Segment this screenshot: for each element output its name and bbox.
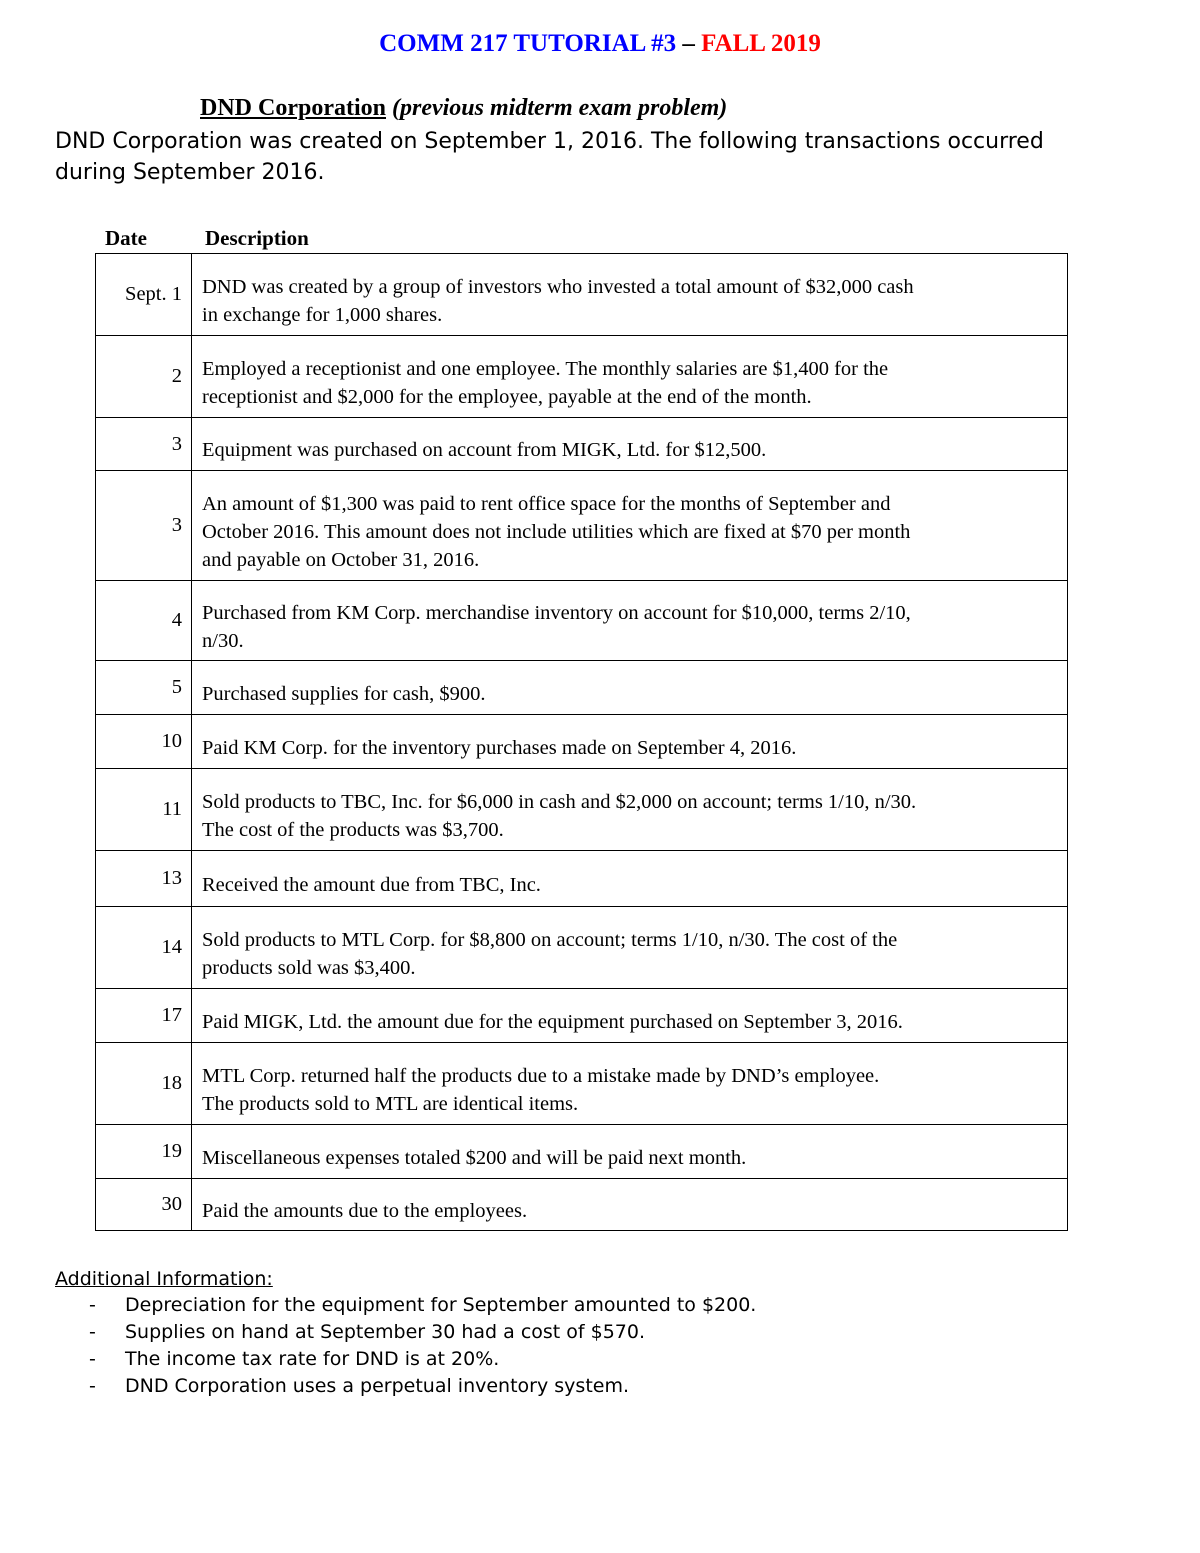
list-item bbox=[55, 1319, 756, 1346]
bullet-dash: - bbox=[89, 1348, 96, 1370]
table-row bbox=[96, 581, 1068, 661]
list-item-text: Supplies on hand at September 30 had a cost of $570. bbox=[125, 1321, 646, 1343]
description-line: in exchange for 1,000 shares. bbox=[202, 303, 443, 326]
description-line: and payable on October 31, 2016. bbox=[202, 548, 480, 571]
table-row bbox=[96, 715, 1068, 769]
description-line: The cost of the products was $3,700. bbox=[202, 818, 504, 841]
description-line: Paid MIGK, Ltd. the amount due for the equipment purchased on September 3, 2016. bbox=[202, 1010, 903, 1033]
table-row bbox=[96, 989, 1068, 1043]
transaction-date: 13 bbox=[96, 851, 192, 907]
transaction-description bbox=[192, 1125, 1068, 1179]
transaction-date: 3 bbox=[96, 418, 192, 471]
description-line: DND was created by a group of investors who invested a total amount of $32,000 cash bbox=[202, 275, 914, 298]
transaction-description bbox=[192, 769, 1068, 851]
transaction-date: 18 bbox=[96, 1043, 192, 1125]
description-line: receptionist and $2,000 for the employee, payable at the end of the month. bbox=[202, 385, 812, 408]
transaction-date: 4 bbox=[96, 581, 192, 661]
table-row bbox=[96, 661, 1068, 715]
transaction-description bbox=[192, 418, 1068, 471]
list-item bbox=[55, 1346, 756, 1373]
description-line: Purchased from KM Corp. merchandise inventory on account for $10,000, terms 2/10, bbox=[202, 601, 911, 624]
table-row bbox=[96, 1125, 1068, 1179]
transaction-date: 10 bbox=[96, 715, 192, 769]
description-line: products sold was $3,400. bbox=[202, 956, 416, 979]
description-line: Sold products to TBC, Inc. for $6,000 in cash and $2,000 on account; terms 1/10, n/30. bbox=[202, 790, 917, 813]
bullet-dash: - bbox=[89, 1321, 96, 1343]
term-label: FALL 2019 bbox=[701, 30, 821, 57]
additional-information bbox=[55, 1268, 756, 1400]
transaction-description bbox=[192, 1043, 1068, 1125]
table-row bbox=[96, 907, 1068, 989]
problem-heading bbox=[200, 95, 727, 122]
problem-note: (previous midterm exam problem) bbox=[392, 95, 728, 121]
table-row bbox=[96, 418, 1068, 471]
description-line: Equipment was purchased on account from MIGK, Ltd. for $12,500. bbox=[202, 439, 767, 461]
table-row bbox=[96, 254, 1068, 336]
list-item-text: Depreciation for the equipment for September amounted to $200. bbox=[125, 1294, 757, 1316]
description-line: Employed a receptionist and one employee. The monthly salaries are $1,400 for the bbox=[202, 357, 889, 380]
additional-title: Additional Information: bbox=[55, 1268, 273, 1290]
transaction-description bbox=[192, 581, 1068, 661]
table-row bbox=[96, 1043, 1068, 1125]
transaction-date: 17 bbox=[96, 989, 192, 1043]
description-line: The products sold to MTL are identical items. bbox=[202, 1092, 579, 1115]
transaction-description bbox=[192, 254, 1068, 336]
description-line: Received the amount due from TBC, Inc. bbox=[202, 873, 541, 896]
transaction-date: 5 bbox=[96, 661, 192, 715]
table-row bbox=[96, 471, 1068, 581]
transactions-table bbox=[95, 253, 1068, 1231]
transaction-description bbox=[192, 851, 1068, 907]
transaction-date: 14 bbox=[96, 907, 192, 989]
date-column-header: Date bbox=[105, 226, 147, 250]
intro-paragraph: DND Corporation was created on September 1, 2016. The following transactions occurred during September 2016. bbox=[55, 129, 1044, 185]
description-line: MTL Corp. returned half the products due to a mistake made by DND’s employee. bbox=[202, 1064, 880, 1087]
list-item-text: The income tax rate for DND is at 20%. bbox=[125, 1348, 500, 1370]
bullet-dash: - bbox=[89, 1294, 96, 1316]
title-dash: – bbox=[682, 30, 695, 57]
transaction-description bbox=[192, 715, 1068, 769]
transaction-description bbox=[192, 907, 1068, 989]
description-line: Paid KM Corp. for the inventory purchases made on September 4, 2016. bbox=[202, 736, 797, 759]
transaction-date: 11 bbox=[96, 769, 192, 851]
additional-list bbox=[55, 1292, 756, 1400]
course-title: COMM 217 TUTORIAL #3 bbox=[379, 30, 677, 57]
bullet-dash: - bbox=[89, 1375, 96, 1397]
transaction-date: 19 bbox=[96, 1125, 192, 1179]
description-column-header: Description bbox=[205, 226, 309, 250]
transaction-description bbox=[192, 336, 1068, 418]
description-line: Paid the amounts due to the employees. bbox=[202, 1199, 528, 1222]
company-name: DND Corporation bbox=[200, 95, 386, 121]
transaction-date: 30 bbox=[96, 1179, 192, 1231]
transaction-description bbox=[192, 661, 1068, 715]
transaction-description bbox=[192, 989, 1068, 1043]
description-line: Purchased supplies for cash, $900. bbox=[202, 682, 486, 705]
description-line: October 2016. This amount does not include utilities which are fixed at $70 per month bbox=[202, 520, 911, 543]
transaction-date: Sept. 1 bbox=[96, 254, 192, 336]
description-line: Miscellaneous expenses totaled $200 and will be paid next month. bbox=[202, 1146, 747, 1169]
list-item-text: DND Corporation uses a perpetual inventory system. bbox=[125, 1375, 630, 1397]
table-row bbox=[96, 1179, 1068, 1231]
transaction-date: 2 bbox=[96, 336, 192, 418]
list-item bbox=[55, 1292, 756, 1319]
table-row bbox=[96, 336, 1068, 418]
transaction-description bbox=[192, 471, 1068, 581]
table-row bbox=[96, 851, 1068, 907]
table-row bbox=[96, 769, 1068, 851]
page-title bbox=[0, 30, 1200, 58]
description-line: An amount of $1,300 was paid to rent office space for the months of September and bbox=[202, 492, 891, 515]
transaction-date: 3 bbox=[96, 471, 192, 581]
description-line: Sold products to MTL Corp. for $8,800 on account; terms 1/10, n/30. The cost of the bbox=[202, 928, 898, 951]
description-line: n/30. bbox=[202, 629, 244, 652]
list-item bbox=[55, 1373, 756, 1400]
transaction-description bbox=[192, 1179, 1068, 1231]
